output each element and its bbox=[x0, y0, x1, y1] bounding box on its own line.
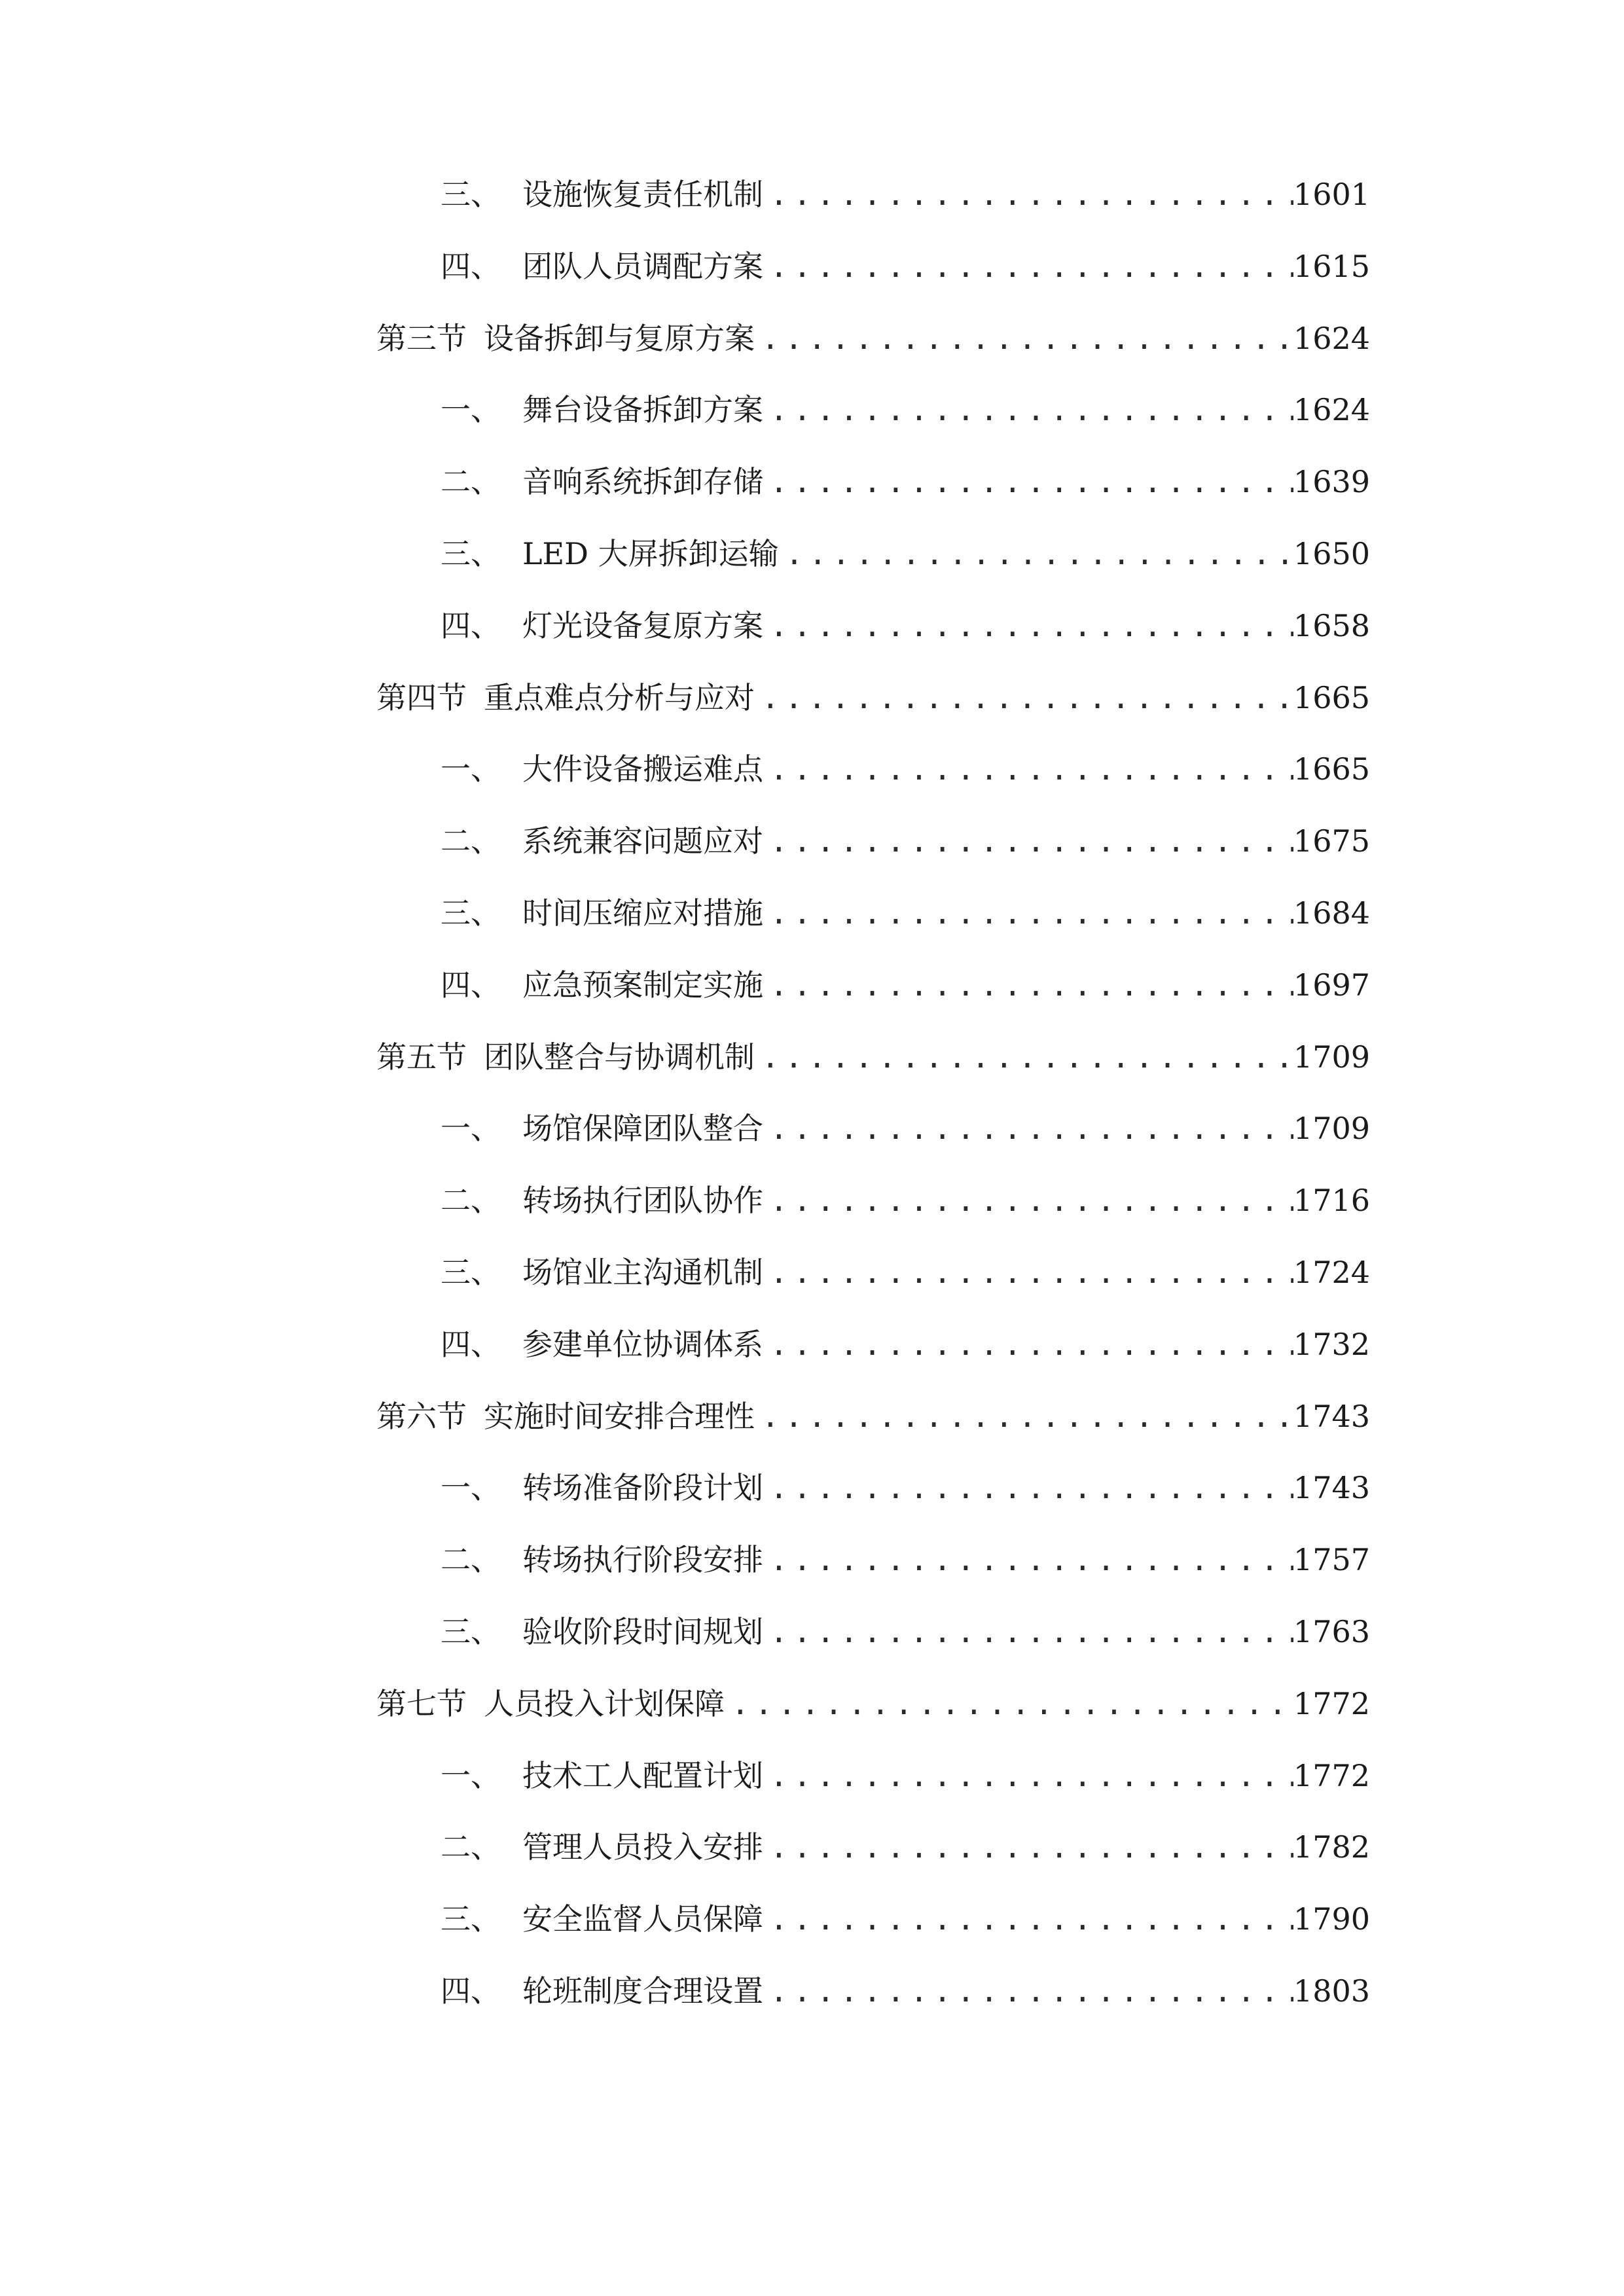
toc-page-number: 1650 bbox=[1293, 536, 1370, 571]
toc-entry-title: 验收阶段时间规划 bbox=[522, 1614, 763, 1649]
toc-entry-title: 系统兼容问题应对 bbox=[522, 823, 763, 859]
toc-dot-leader bbox=[763, 1102, 1293, 1155]
toc-subsection-entry[interactable] bbox=[441, 959, 1370, 1011]
toc-subsection-entry[interactable] bbox=[441, 1821, 1370, 1873]
toc-subsection-entry[interactable] bbox=[441, 1102, 1370, 1155]
toc-subsection-entry[interactable] bbox=[441, 743, 1370, 795]
toc-page-number: 1772 bbox=[1293, 1757, 1370, 1793]
toc-page-number: 1724 bbox=[1293, 1255, 1370, 1290]
toc-subsection-entry[interactable] bbox=[441, 1965, 1370, 2017]
toc-item-number: 四、 bbox=[441, 1973, 501, 2009]
toc-section-number: 第六节 bbox=[376, 1398, 467, 1434]
toc-item-number: 三、 bbox=[441, 1614, 501, 1649]
toc-page-number: 1697 bbox=[1293, 967, 1370, 1003]
toc-entry-title: 安全监督人员保障 bbox=[522, 1901, 763, 1937]
toc-entry-title: 大件设备搬运难点 bbox=[522, 751, 763, 787]
toc-dot-leader bbox=[763, 1749, 1293, 1802]
toc-item-number: 一、 bbox=[441, 1757, 501, 1793]
toc-item-number: 二、 bbox=[441, 1183, 501, 1219]
toc-dot-leader bbox=[763, 168, 1293, 221]
toc-dot-leader bbox=[763, 1965, 1293, 2017]
toc-page-number: 1601 bbox=[1293, 177, 1370, 212]
toc-section-number: 第七节 bbox=[376, 1685, 467, 1721]
toc-page-number: 1763 bbox=[1293, 1614, 1370, 1649]
toc-page-number: 1803 bbox=[1293, 1973, 1370, 2009]
toc-entry-title: 管理人员投入安排 bbox=[522, 1829, 763, 1865]
toc-page-number: 1665 bbox=[1293, 679, 1370, 715]
toc-subsection-entry[interactable] bbox=[441, 1246, 1370, 1299]
toc-entry-title: 舞台设备拆卸方案 bbox=[522, 392, 763, 428]
toc-dot-leader bbox=[725, 1677, 1293, 1730]
toc-entry-title: 转场执行团队协作 bbox=[522, 1183, 763, 1219]
toc-entry-title: 团队人员调配方案 bbox=[522, 248, 763, 284]
toc-dot-leader bbox=[763, 384, 1293, 436]
toc-subsection-entry[interactable] bbox=[441, 456, 1370, 508]
toc-dot-leader bbox=[755, 672, 1293, 724]
toc-page-number: 1675 bbox=[1293, 823, 1370, 859]
toc-entry-title: 人员投入计划保障 bbox=[484, 1685, 725, 1721]
toc-page-number: 1658 bbox=[1293, 607, 1370, 643]
toc-entry-title: 团队整合与协调机制 bbox=[484, 1039, 755, 1075]
toc-item-number: 二、 bbox=[441, 1542, 501, 1578]
toc-item-number: 二、 bbox=[441, 464, 501, 500]
toc-item-number: 一、 bbox=[441, 751, 501, 787]
toc-dot-leader bbox=[763, 1246, 1293, 1299]
toc-entry-title: 场馆业主沟通机制 bbox=[522, 1255, 763, 1290]
toc-section-entry[interactable] bbox=[376, 1390, 1370, 1443]
toc-dot-leader bbox=[763, 1462, 1293, 1514]
toc-dot-leader bbox=[763, 1893, 1293, 1945]
toc-entry-title: 灯光设备复原方案 bbox=[522, 607, 763, 643]
toc-section-number: 第三节 bbox=[376, 320, 467, 356]
toc-section-number: 第五节 bbox=[376, 1039, 467, 1075]
toc-page-number: 1639 bbox=[1293, 464, 1370, 500]
toc-subsection-entry[interactable] bbox=[441, 384, 1370, 436]
toc-section-entry[interactable] bbox=[376, 1031, 1370, 1083]
toc-dot-leader bbox=[763, 815, 1293, 867]
toc-subsection-entry[interactable] bbox=[441, 1462, 1370, 1514]
toc-dot-leader bbox=[763, 1534, 1293, 1586]
toc-subsection-entry[interactable] bbox=[441, 815, 1370, 867]
toc-page-number: 1624 bbox=[1293, 320, 1370, 356]
toc-item-number: 三、 bbox=[441, 1901, 501, 1937]
toc-item-number: 四、 bbox=[441, 248, 501, 284]
toc-page-number: 1624 bbox=[1293, 392, 1370, 428]
toc-entry-title: 音响系统拆卸存储 bbox=[522, 464, 763, 500]
toc-dot-leader bbox=[763, 743, 1293, 795]
toc-page-number: 1709 bbox=[1293, 1111, 1370, 1147]
toc-entry-title: 设施恢复责任机制 bbox=[522, 177, 763, 212]
toc-item-number: 一、 bbox=[441, 392, 501, 428]
toc-page-number: 1732 bbox=[1293, 1326, 1370, 1362]
toc-page-number: 1782 bbox=[1293, 1829, 1370, 1865]
toc-dot-leader bbox=[763, 456, 1293, 508]
toc-entry-title: 参建单位协调体系 bbox=[522, 1326, 763, 1362]
toc-dot-leader bbox=[779, 528, 1293, 580]
toc-item-number: 一、 bbox=[441, 1470, 501, 1506]
toc-dot-leader bbox=[763, 1821, 1293, 1873]
toc-subsection-entry[interactable] bbox=[441, 1749, 1370, 1802]
toc-item-number: 四、 bbox=[441, 967, 501, 1003]
toc-entry-title: 转场准备阶段计划 bbox=[522, 1470, 763, 1506]
toc-entry-title: 技术工人配置计划 bbox=[522, 1757, 763, 1793]
toc-dot-leader bbox=[763, 959, 1293, 1011]
toc-page-number: 1743 bbox=[1293, 1470, 1370, 1506]
toc-subsection-entry[interactable] bbox=[441, 1893, 1370, 1945]
toc-subsection-entry[interactable] bbox=[441, 1318, 1370, 1371]
toc-entry-title: 时间压缩应对措施 bbox=[522, 895, 763, 931]
toc-dot-leader bbox=[763, 1605, 1293, 1658]
toc-section-entry[interactable] bbox=[376, 1677, 1370, 1730]
toc-page-number: 1615 bbox=[1293, 248, 1370, 284]
toc-entry-title: 场馆保障团队整合 bbox=[522, 1111, 763, 1147]
toc-entry-title: 重点难点分析与应对 bbox=[484, 679, 755, 715]
toc-page-number: 1743 bbox=[1293, 1398, 1370, 1434]
toc-subsection-entry[interactable] bbox=[441, 1605, 1370, 1658]
toc-dot-leader bbox=[755, 1390, 1293, 1443]
toc-entry-title: 应急预案制定实施 bbox=[522, 967, 763, 1003]
toc-section-entry[interactable] bbox=[376, 672, 1370, 724]
toc-section-entry[interactable] bbox=[376, 312, 1370, 365]
toc-item-number: 三、 bbox=[441, 177, 501, 212]
toc-entry-title: LED 大屏拆卸运输 bbox=[522, 536, 779, 571]
toc-dot-leader bbox=[763, 240, 1293, 293]
toc-item-number: 二、 bbox=[441, 823, 501, 859]
toc-item-number: 四、 bbox=[441, 607, 501, 643]
toc-item-number: 一、 bbox=[441, 1111, 501, 1147]
toc-page-number: 1684 bbox=[1293, 895, 1370, 931]
toc-dot-leader bbox=[755, 312, 1293, 365]
toc-dot-leader bbox=[763, 887, 1293, 939]
toc-page-number: 1665 bbox=[1293, 751, 1370, 787]
toc-entry-title: 轮班制度合理设置 bbox=[522, 1973, 763, 2009]
toc-page-number: 1716 bbox=[1293, 1183, 1370, 1219]
toc-subsection-entry[interactable] bbox=[441, 600, 1370, 652]
toc-dot-leader bbox=[763, 1318, 1293, 1371]
toc-dot-leader bbox=[755, 1031, 1293, 1083]
toc-entry-title: 实施时间安排合理性 bbox=[484, 1398, 755, 1434]
toc-subsection-entry[interactable] bbox=[441, 168, 1370, 221]
toc-page-number: 1709 bbox=[1293, 1039, 1370, 1075]
toc-subsection-entry[interactable] bbox=[441, 240, 1370, 293]
toc-subsection-entry[interactable] bbox=[441, 528, 1370, 580]
toc-dot-leader bbox=[763, 1174, 1293, 1227]
toc-item-number: 三、 bbox=[441, 536, 501, 571]
toc-subsection-entry[interactable] bbox=[441, 887, 1370, 939]
toc-subsection-entry[interactable] bbox=[441, 1174, 1370, 1227]
toc-item-number: 三、 bbox=[441, 1255, 501, 1290]
toc-item-number: 四、 bbox=[441, 1326, 501, 1362]
toc-section-number: 第四节 bbox=[376, 679, 467, 715]
toc-dot-leader bbox=[763, 600, 1293, 652]
toc-subsection-entry[interactable] bbox=[441, 1534, 1370, 1586]
toc-item-number: 三、 bbox=[441, 895, 501, 931]
toc-item-number: 二、 bbox=[441, 1829, 501, 1865]
toc-entry-title: 转场执行阶段安排 bbox=[522, 1542, 763, 1578]
toc-page-number: 1757 bbox=[1293, 1542, 1370, 1578]
toc-entry-title: 设备拆卸与复原方案 bbox=[484, 320, 755, 356]
toc-page-number: 1772 bbox=[1293, 1685, 1370, 1721]
toc-page-number: 1790 bbox=[1293, 1901, 1370, 1937]
